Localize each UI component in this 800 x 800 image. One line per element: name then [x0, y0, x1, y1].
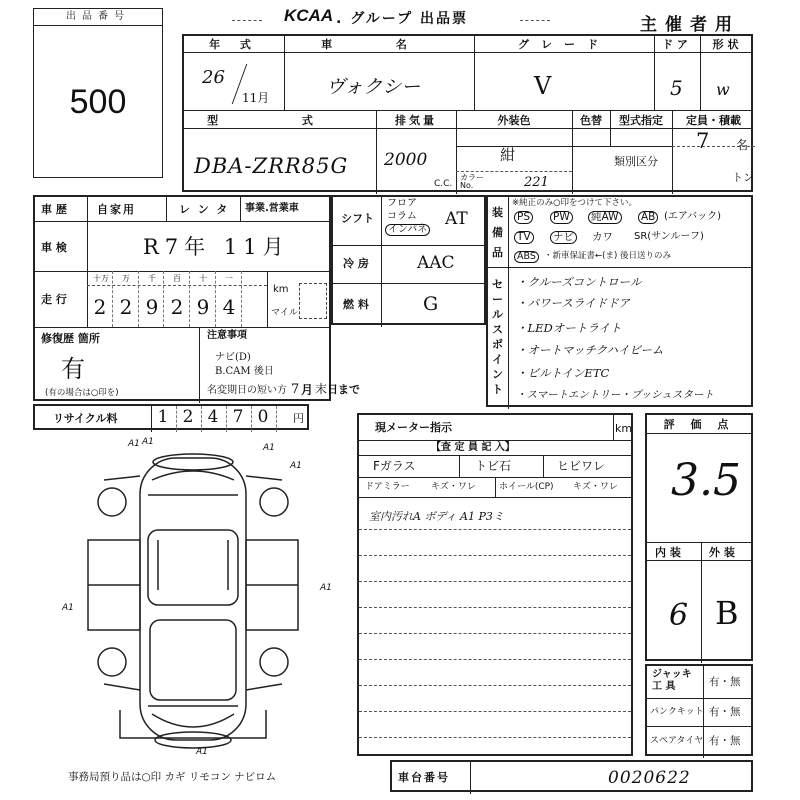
header-title: . グループ 出品票 [336, 11, 468, 27]
vehicle-info-table [182, 34, 753, 192]
shift-value: AT [445, 209, 468, 229]
fuel-label: 燃 料 [343, 298, 369, 311]
sales-point: ・ビルトインETC [516, 366, 610, 380]
meter-km-unit: km [615, 422, 633, 435]
ton-unit: トン [732, 171, 754, 184]
mileage-label: 走 行 [41, 293, 67, 306]
color-value: 紺 [500, 146, 516, 164]
mirror-label: ドアミラー [365, 482, 410, 492]
mileage-digit: 2 [170, 295, 184, 319]
mileage-digit: 9 [145, 295, 159, 319]
equipment-sr: SR(サンルーフ) [634, 231, 704, 242]
chassis-label: 車台番号 [398, 771, 450, 784]
wheel-options: キズ・ワレ [573, 482, 618, 492]
office-custody-note: 事務局預り品は○印 カギ リモコン ナビロム [68, 771, 277, 783]
grade-label: グレード [518, 38, 610, 51]
seats-unit: 名 [736, 138, 749, 152]
grade-value: V [534, 72, 552, 100]
name-label: 車 名 [321, 38, 437, 51]
cc-value: 2000 [384, 150, 428, 170]
exterior-grade-label: 外 装 [709, 546, 735, 559]
shift-option-floor: フロア [387, 198, 417, 209]
digit-head-4: 百 [173, 274, 181, 283]
equipment-aw: 純AW [588, 211, 622, 224]
sales-point: ・LEDオートライト [516, 321, 622, 335]
equipment-abs: ABS [514, 251, 539, 263]
tools-table [645, 664, 753, 756]
sales-point: ・パワースライドドア [516, 296, 630, 310]
score-label: 評 価 点 [663, 418, 735, 431]
damage-mark: A1 [196, 747, 208, 757]
digit-head-1: 十万 [93, 274, 109, 283]
mileage-digit: 2 [93, 295, 107, 319]
name-change-month: 7 [291, 382, 300, 397]
glass-chip: トビ石 [475, 459, 512, 473]
puncture-kit-yes-no: 有・無 [709, 706, 741, 718]
assessor-table [357, 413, 633, 756]
exterior-grade-value: B [715, 594, 739, 632]
month-unit: 月 [301, 383, 314, 397]
displacement-label: 排気量 [395, 114, 437, 127]
ac-value: AAC [417, 253, 455, 273]
sales-points-label: セールスポイント [492, 278, 503, 396]
sales-point: ・オートマッチクハイビーム [516, 343, 664, 357]
mirror-options: キズ・ワレ [431, 482, 476, 492]
puncture-kit-label: パンクキット [650, 707, 704, 717]
score-value: 3.5 [671, 455, 741, 506]
equipment-warranty: ・新車保証書←(ま) 後日送りのみ [544, 251, 671, 261]
cc-unit: C.C. [434, 179, 453, 189]
digit-head-3: 千 [148, 274, 156, 283]
notice-line-1: ナビ(D) [215, 352, 251, 363]
month-value: 11月 [242, 91, 270, 105]
color-no-value: 221 [524, 175, 549, 190]
equipment-pw: PW [550, 211, 573, 224]
equipment-ab: AB [638, 211, 658, 224]
body-label: 形状 [712, 38, 743, 51]
repair-value: 有 [61, 355, 85, 383]
recycle-digit: 0 [257, 407, 269, 427]
day-unit: 日まで [327, 383, 360, 396]
damage-mark: A1 [128, 439, 140, 449]
mileage-digit: 4 [222, 295, 236, 319]
inspection-label: 車 検 [41, 241, 67, 254]
digit-head-5: 十 [199, 274, 207, 283]
header-organizer: 主催者用 [640, 15, 740, 35]
category-label: 類別区分 [614, 155, 658, 168]
mileage-digit: 2 [119, 295, 133, 319]
repair-label: 修復歴 箇所 [41, 332, 100, 345]
km-option: km [273, 284, 289, 295]
wheel-label: ホイール(CP) [499, 482, 554, 492]
header-brand: KCAA [284, 6, 334, 25]
jack-yes-no: 有・無 [709, 676, 741, 688]
equipment-sales-table [486, 195, 753, 407]
equipment-navi: ナビ [550, 231, 577, 244]
sales-point: ・スマートエントリー・プッシュスタート [516, 389, 714, 401]
body-value: w [716, 80, 730, 99]
year-label: 年 式 [209, 38, 259, 51]
color-no-label: カラー No. [460, 173, 484, 190]
name-change-label: 名変期日の短い方 [207, 385, 287, 396]
model-value: DBA-ZRR85G [194, 154, 349, 178]
car-diagram [60, 437, 340, 770]
interior-grade-value: 6 [669, 598, 689, 633]
notice-line-2: B.CAM 後日 [215, 366, 274, 377]
spare-tire-label: スペアタイヤ [650, 736, 704, 746]
inspection-value: R7年 11月 [143, 235, 290, 259]
yen-unit: 円 [293, 412, 304, 425]
door-label: ドア [662, 38, 692, 51]
mile-option: マイル [271, 308, 298, 318]
exterior-color-label: 外装色 [497, 114, 531, 127]
lot-number-box [33, 8, 163, 178]
damage-mark: A1 [62, 603, 74, 613]
lot-number-value: 500 [69, 83, 127, 121]
notice-label: 注意事項 [207, 330, 247, 341]
car-name-value: ヴォクシー [326, 76, 421, 98]
mileage-digit: 9 [196, 295, 210, 319]
interior-label: 内 装 [655, 546, 681, 559]
seats-value: 7 [696, 129, 710, 153]
business-label: 事業.営業車 [245, 203, 299, 214]
repair-note: (有の場合は○印を) [45, 388, 119, 398]
recycle-digit: 2 [182, 407, 194, 427]
recycle-digit: 4 [207, 407, 219, 427]
equipment-ab-note: (エアバック) [664, 211, 722, 222]
equipment-ps: PS [514, 211, 533, 224]
glass-crack: ヒビワレ [557, 459, 606, 473]
recycle-fee-table [33, 404, 309, 430]
equipment-note: ※純正のみ○印をつけて下さい。 [512, 198, 638, 208]
jack-label: ジャッキ 工 具 [652, 669, 692, 692]
recycle-digit: 1 [157, 407, 169, 427]
shift-ac-fuel-table [331, 195, 486, 325]
damage-mark: A1 [263, 443, 275, 453]
recolor-label: 色替 [580, 114, 602, 127]
assessor-note: 室内汚れA ボディ A1 P3ミ [369, 510, 504, 523]
spare-tire-yes-no: 有・無 [709, 735, 741, 747]
score-table [645, 413, 753, 661]
ac-label: 冷 房 [343, 257, 369, 270]
year-value: 26 [202, 67, 225, 88]
rental-label: レンタ [179, 203, 236, 216]
capacity-label: 定員・積載 [686, 114, 741, 127]
shift-option-panel: インパネ [385, 224, 430, 236]
fuel-value: G [423, 293, 439, 315]
model-designation-label: 型式指定 [619, 114, 663, 127]
name-change-day: 末 [315, 382, 328, 396]
history-label: 車 歴 [41, 203, 67, 216]
meter-label: 現メーター指示 [375, 421, 452, 434]
chassis-value: 0020622 [608, 768, 691, 788]
model-label: 型 式 [207, 114, 353, 127]
lot-number-label: 出品番号 [66, 11, 130, 22]
digit-head-6: 一 [225, 274, 233, 283]
recycle-digit: 7 [232, 407, 244, 427]
damage-mark: A1 [290, 461, 302, 471]
sales-point: ・クルーズコントロール [516, 275, 642, 289]
shift-label: シフト [341, 212, 374, 225]
assessor-label: 【査 定 員 記 入】 [431, 442, 515, 453]
shift-option-column: コラム [387, 211, 417, 222]
equipment-label: 装備品 [492, 206, 503, 259]
glass-label: Fガラス [373, 459, 416, 473]
chassis-number-box [390, 760, 753, 792]
equipment-leather: カワ [592, 231, 613, 243]
recycle-label: リサイクル料 [53, 412, 118, 425]
private-use-label: 自家用 [97, 203, 136, 216]
digit-head-2: 万 [122, 274, 130, 283]
equipment-tv: TV [514, 231, 534, 244]
damage-mark: A1 [320, 583, 332, 593]
doors-value: 5 [670, 76, 683, 100]
damage-mark: A1 [142, 437, 154, 447]
